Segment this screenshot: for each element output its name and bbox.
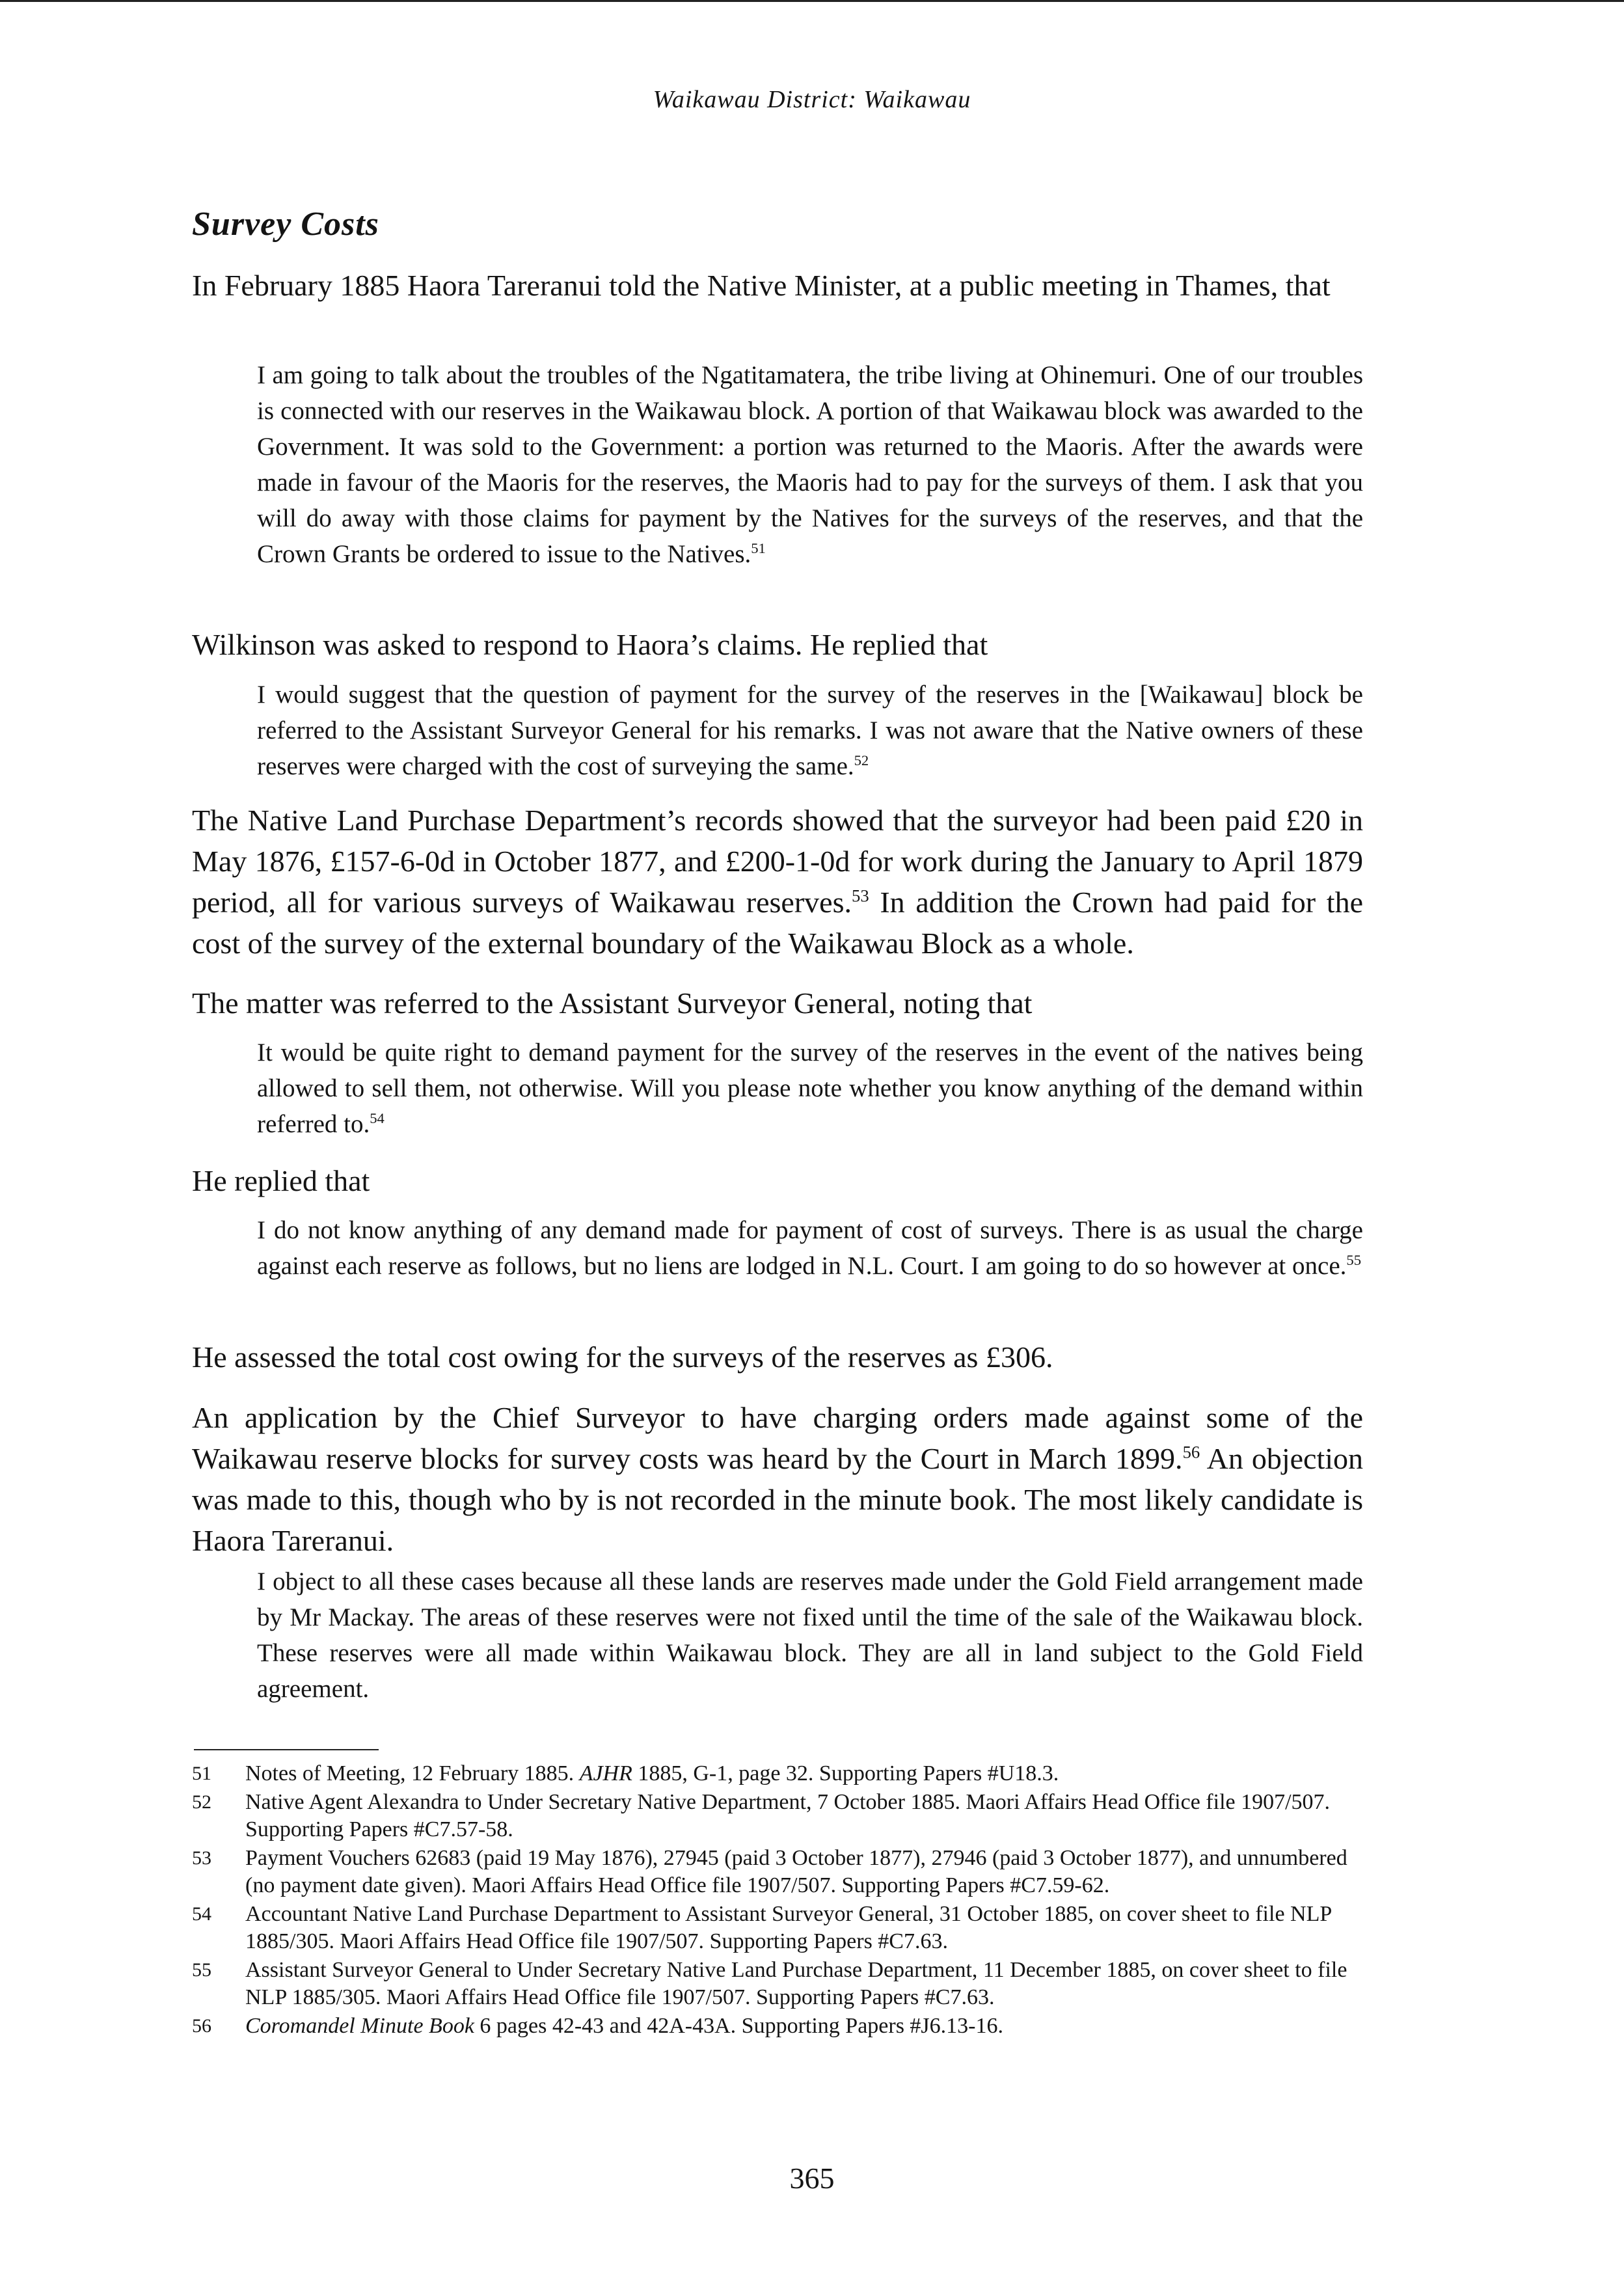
block-quote-wilkinson: I would suggest that the question of payment for the survey of the reserves in the [Waikawau] block be referred to the Assistant Surveyor General for his remarks. I was not aware that the Native owners of these reserves were charged with the cost of surveying the same.$^{52}$ — [257, 681, 1363, 780]
footnote-56: 56 Coromandel Minute Book 6 pages 42-43 and 42A-43A. Supporting Papers #J6.13-16. — [192, 2013, 1370, 2040]
footnote-number: 52 — [192, 1791, 211, 1813]
footnote-55: 55 Assistant Surveyor General to Under Secretary Native Land Purchase Department, 11 December 1885, on cover sheet to file NLP 1885/305. Maori Affairs Head Office file 1907/507. Supporting Papers #C7.63. — [192, 1958, 1347, 2009]
footnote-ref-53[interactable]: 53 — [851, 886, 869, 906]
paragraph-wilkinson: Wilkinson was asked to respond to Haora’s claims. He replied that — [192, 628, 988, 661]
section-title: Survey Costs — [192, 206, 379, 243]
block-quote-objection: I object to all these cases because all these lands are reserves made under the Gold Field arrangement made by Mr Mackay. The areas of these reserves were not fixed until the time of the sale of the Waikawau block. These reserves were all made within Waikawau block. They are all in land subject to the Gold Field agreement. — [257, 1568, 1363, 1703]
running-head: Waikawau District: Waikawau — [653, 86, 971, 113]
footnote-54: 54 Accountant Native Land Purchase Department to Assistant Surveyor General, 31 October 1885, on cover sheet to file NLP 1885/305. Maori Affairs Head Office file 1907/507. Supporting Papers #C7.63. — [192, 1902, 1332, 1953]
footnote-ref-52[interactable]: 52 — [854, 752, 869, 768]
block-quote-demand: It would be quite right to demand payment for the survey of the reserves in the event of the natives being allowed to sell them, not otherwise. Will you please note whether you know anything of the demand within referred to.$^{54}$ — [257, 1038, 1363, 1138]
paragraph-replied: He replied that — [192, 1164, 370, 1197]
page-number: 365 — [789, 2162, 835, 2195]
footnote-52: 52 Native Agent Alexandra to Under Secretary Native Department, 7 October 1885. Maori Affairs Head Office file 1907/507. Supporting Papers #C7.57-58. — [192, 1790, 1331, 1841]
block-quote-haora: I am going to talk about the troubles of the Ngatitamatera, the tribe living at Ohinemuri. One of our troubles is connected with our reserves in the Waikawau block. A portion of that Waikawau block was awarded to the Government. It was sold to the Government: a portion was returned to the Maoris. After the awards were made in favour of the Maoris for the reserves, the Maoris had to pay for the surveys of them. I ask that you will do away with those claims for payment by the Natives for the surveys of the reserves, and that the Crown Grants be ordered to issue to the Natives.$^{51}$ — [257, 361, 1363, 568]
footnote-number: 55 — [192, 1959, 211, 1981]
footnote-ref-56[interactable]: 56 — [1182, 1442, 1200, 1462]
footnote-number: 54 — [192, 1903, 211, 1925]
footnote-51: 51 Notes of Meeting, 12 February 1885. AJHR 1885, G-1, page 32. Supporting Papers #U18.3. — [192, 1760, 1370, 1787]
footnote-number: 53 — [192, 1847, 211, 1869]
footnote-number: 51 — [192, 1763, 211, 1784]
paragraph-intro: In February 1885 Haora Tareranui told the Native Minister, at a public meeting in Thames, that — [192, 269, 1331, 302]
paragraph-application: An application by the Chief Surveyor to have charging orders made against some of the Waikawau reserve blocks for survey costs was heard by the Court in March 1899.56 An objection was made to this, though who by is not recorded in the minute book. The most likely candidate is Haora Tareranui. — [192, 1401, 1363, 1557]
paragraph-referred: The matter was referred to the Assistant Surveyor General, noting that — [192, 986, 1033, 1020]
footnote-ref-54[interactable]: 54 — [370, 1110, 385, 1126]
paragraph-assessed: He assessed the total cost owing for the surveys of the reserves as £306. — [192, 1340, 1053, 1374]
footnote-ref-55[interactable]: 55 — [1346, 1252, 1362, 1268]
paragraph-records: The Native Land Purchase Department’s records showed that the surveyor had been paid £20 in May 1876, £157-6-0d in October 1877, and £200-1-0d for work during the January to April 1879 period, all for various surveys of Waikawau reserves.$^{53}$ In addition the Crown had paid for the cost of the survey of the external boundary of the Waikawau Block as a whole. — [192, 804, 1363, 960]
footnote-number: 56 — [192, 2015, 211, 2037]
footnote-ref-51[interactable]: 51 — [751, 540, 766, 556]
footnote-divider — [194, 1749, 379, 1750]
block-quote-surveys: I do not know anything of any demand made for payment of cost of surveys. There is as usual the charge against each reserve as follows, but no liens are lodged in N.L. Court. I am going to do so however at once.$^{55}$ — [257, 1216, 1363, 1280]
footnote-53: 53 Payment Vouchers 62683 (paid 19 May 1876), 27945 (paid 3 October 1877), 27946 (paid 3 October 1877), and unnumbered (no payment date given). Maori Affairs Head Office file 1907/507. Supporting Papers #C7.59-62. — [192, 1846, 1347, 1897]
footnotes — [192, 1760, 1370, 2041]
